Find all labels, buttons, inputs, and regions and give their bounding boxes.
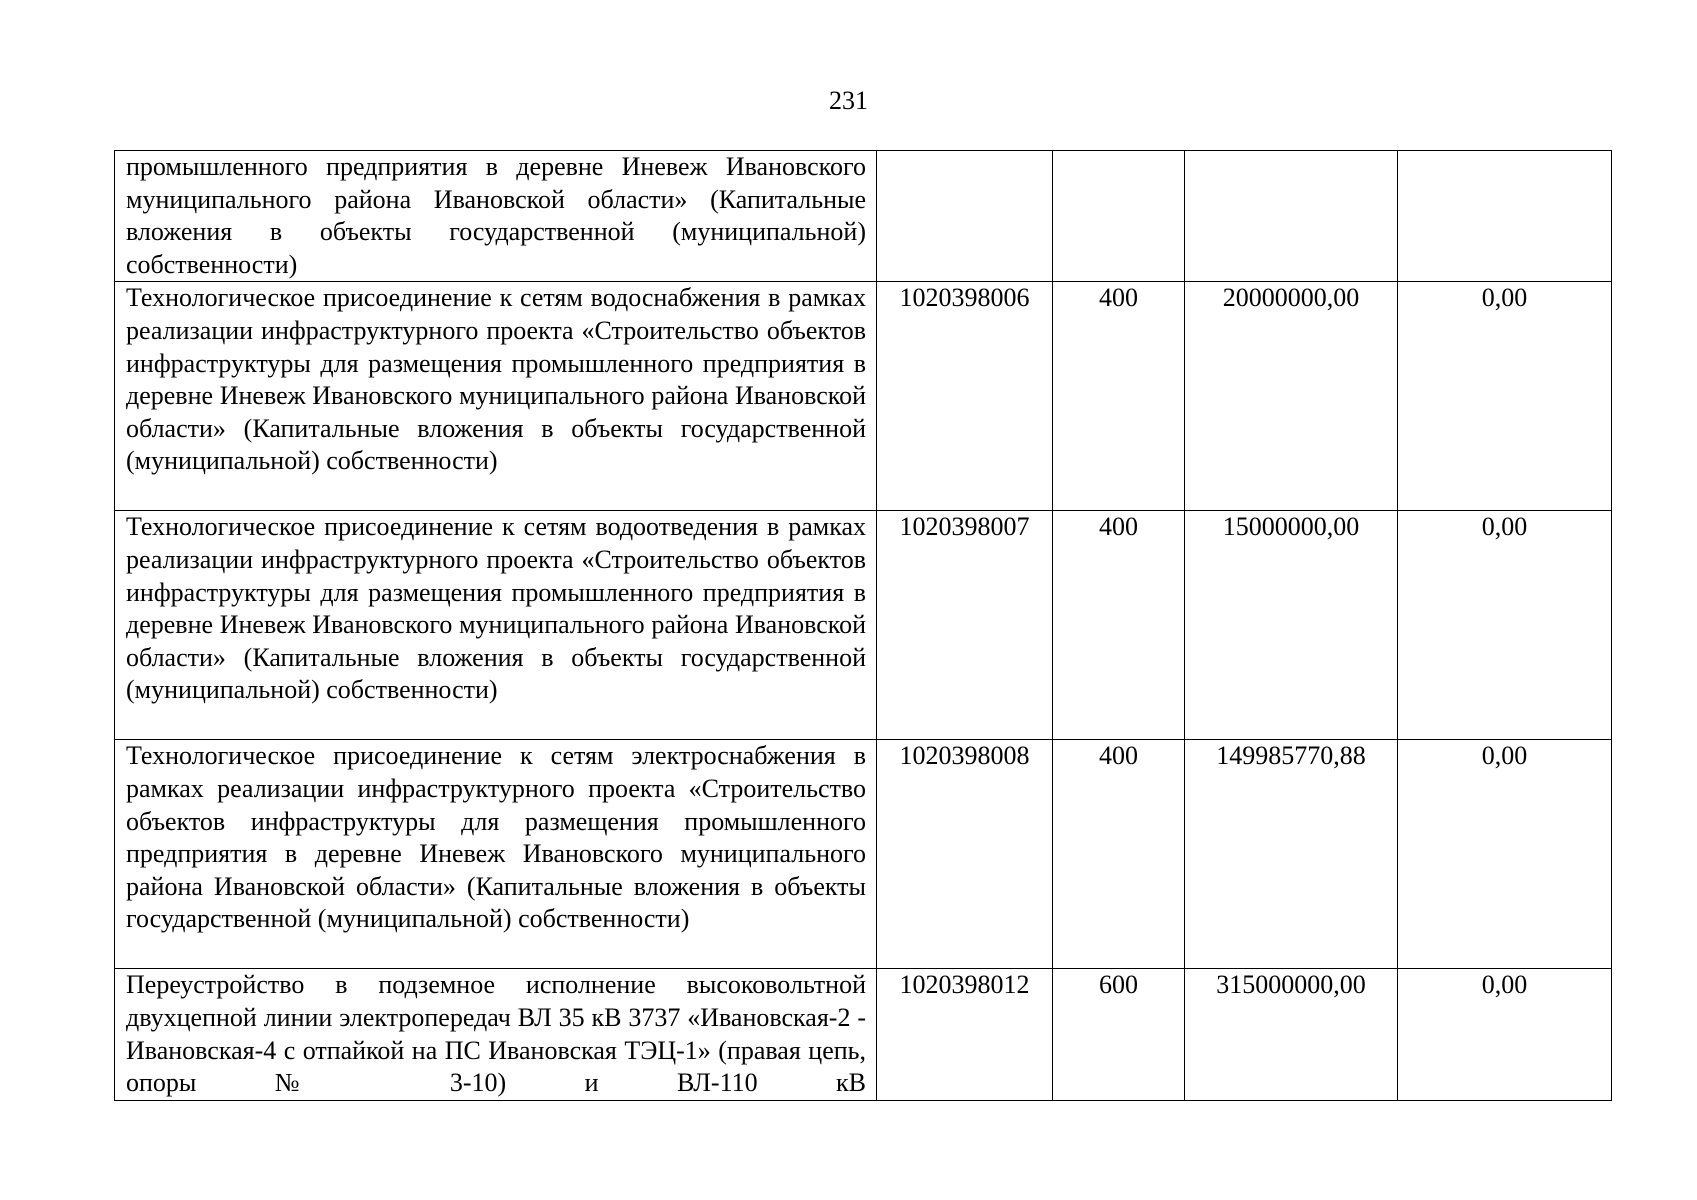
row-amount-2 (1398, 151, 1612, 282)
budget-table (114, 150, 1612, 1101)
row-amount-2: 0,00 (1398, 282, 1612, 511)
row-code: 1020398007 (877, 511, 1053, 740)
row-code: 1020398008 (877, 740, 1053, 969)
row-code: 1020398012 (877, 969, 1053, 1100)
row-amount: 149985770,88 (1185, 740, 1398, 969)
row-type: 400 (1053, 282, 1185, 511)
row-type (1053, 151, 1185, 282)
table-row (115, 282, 1612, 511)
row-code (877, 151, 1053, 282)
table-row (115, 151, 1612, 282)
row-description: Технологическое присоединение к сетям электроснабжения в рамках реализации инфраструктурного проекта «Строительство объектов инфраструктуры для размещения промышленного предприятия в деревне Иневеж Ивановского муниципального района Ивановской области» (Капитальные вложения в объекты государственной (муниципальной) собственности) (115, 740, 877, 969)
row-amount-2: 0,00 (1398, 740, 1612, 969)
row-description: Технологическое присоединение к сетям водоотведения в рамках реализации инфраструктурного проекта «Строительство объектов инфраструктуры для размещения промышленного предприятия в деревне Иневеж Ивановского муниципального района Ивановской области» (Капитальные вложения в объекты государственной (муниципальной) собственности) (115, 511, 877, 740)
table-row (115, 969, 1612, 1100)
row-description: промышленного предприятия в деревне Иневеж Ивановского муниципального района Ивановской области» (Капитальные вложения в объекты государственной (муниципальной) собственности) (115, 151, 877, 282)
row-type: 400 (1053, 740, 1185, 969)
row-amount-2: 0,00 (1398, 511, 1612, 740)
row-description: Переустройство в подземное исполнение высоковольтной двухцепной линии электропередач ВЛ 35 кВ 3737 «Ивановская-2 - Ивановская-4 с отпайкой на ПС Ивановская ТЭЦ-1» (правая цепь, опоры № 3-10) и ВЛ-110 кВ (115, 969, 877, 1100)
row-type: 400 (1053, 511, 1185, 740)
row-code: 1020398006 (877, 282, 1053, 511)
table-row (115, 740, 1612, 969)
table-row (115, 511, 1612, 740)
row-type: 600 (1053, 969, 1185, 1100)
row-amount (1185, 151, 1398, 282)
row-amount: 20000000,00 (1185, 282, 1398, 511)
row-amount: 15000000,00 (1185, 511, 1398, 740)
row-description: Технологическое присоединение к сетям водоснабжения в рамках реализации инфраструктурного проекта «Строительство объектов инфраструктуры для размещения промышленного предприятия в деревне Иневеж Ивановского муниципального района Ивановской области» (Капитальные вложения в объекты государственной (муниципальной) собственности) (115, 282, 877, 511)
page-number: 231 (829, 86, 868, 115)
row-amount-2: 0,00 (1398, 969, 1612, 1100)
row-amount: 315000000,00 (1185, 969, 1398, 1100)
